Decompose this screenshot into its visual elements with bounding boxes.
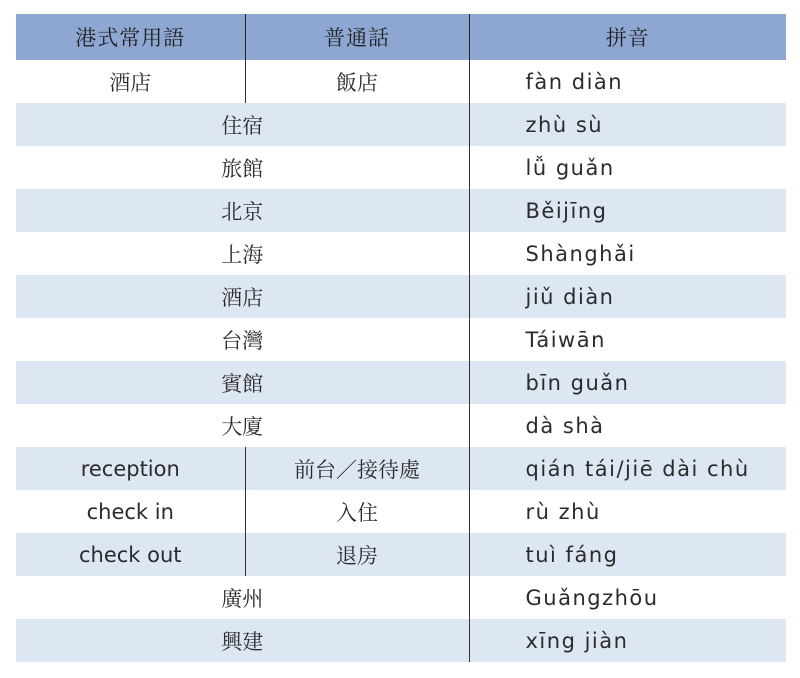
table-row (16, 490, 786, 533)
table-row (16, 533, 786, 576)
pinyin-cell: bīn guǎn (469, 361, 786, 404)
table-row (16, 275, 786, 318)
pinyin-cell: tuì fáng (469, 533, 786, 576)
pinyin-cell: qián tái/jiē dài chù (469, 447, 786, 490)
shared-term: 酒店 (16, 275, 469, 318)
mandarin-term: 入住 (245, 490, 469, 533)
pinyin-cell: fàn diàn (525, 69, 624, 94)
pinyin-cell: Táiwān (525, 327, 606, 352)
table-row (16, 619, 786, 662)
table-row (16, 404, 786, 447)
shared-term: 北京 (16, 189, 469, 232)
shared-term: 上海 (16, 232, 469, 275)
pinyin-cell: Guǎngzhōu (525, 585, 659, 610)
mandarin-term: 飯店 (245, 60, 469, 103)
header-mandarin: 普通話 (245, 14, 469, 60)
pinyin-cell: Shànghǎi (525, 241, 636, 266)
shared-term: 興建 (16, 619, 469, 662)
shared-term: 住宿 (16, 103, 469, 146)
cantonese-term: check out (16, 533, 245, 576)
pinyin-cell: Běijīng (469, 189, 786, 232)
table-row (16, 189, 786, 232)
shared-term: 大廈 (16, 404, 469, 447)
pinyin-cell: dà shà (525, 413, 605, 438)
shared-term: 台灣 (16, 318, 469, 361)
pinyin-cell: xīng jiàn (469, 619, 786, 662)
table-row (16, 361, 786, 404)
header-pinyin: 拼音 (469, 14, 786, 60)
cantonese-term: reception (16, 447, 245, 490)
mandarin-term: 前台／接待處 (245, 447, 469, 490)
table-row (16, 146, 786, 189)
pinyin-cell: jiǔ diàn (469, 275, 786, 318)
mandarin-term: 退房 (245, 533, 469, 576)
header-cantonese: 港式常用語 (16, 14, 245, 60)
shared-term: 賓館 (16, 361, 469, 404)
shared-term: 廣州 (16, 576, 469, 619)
table-row (16, 576, 786, 619)
header-row (16, 14, 786, 60)
table-row (16, 60, 786, 103)
table-row (16, 318, 786, 361)
table-row (16, 232, 786, 275)
vocabulary-table (16, 14, 786, 662)
pinyin-cell: rù zhù (525, 499, 601, 524)
cantonese-term: 酒店 (16, 60, 245, 103)
table-row (16, 103, 786, 146)
pinyin-cell: zhù sù (469, 103, 786, 146)
cantonese-term: check in (16, 490, 245, 533)
pinyin-cell: lǚ guǎn (525, 155, 615, 180)
shared-term: 旅館 (16, 146, 469, 189)
table-row (16, 447, 786, 490)
